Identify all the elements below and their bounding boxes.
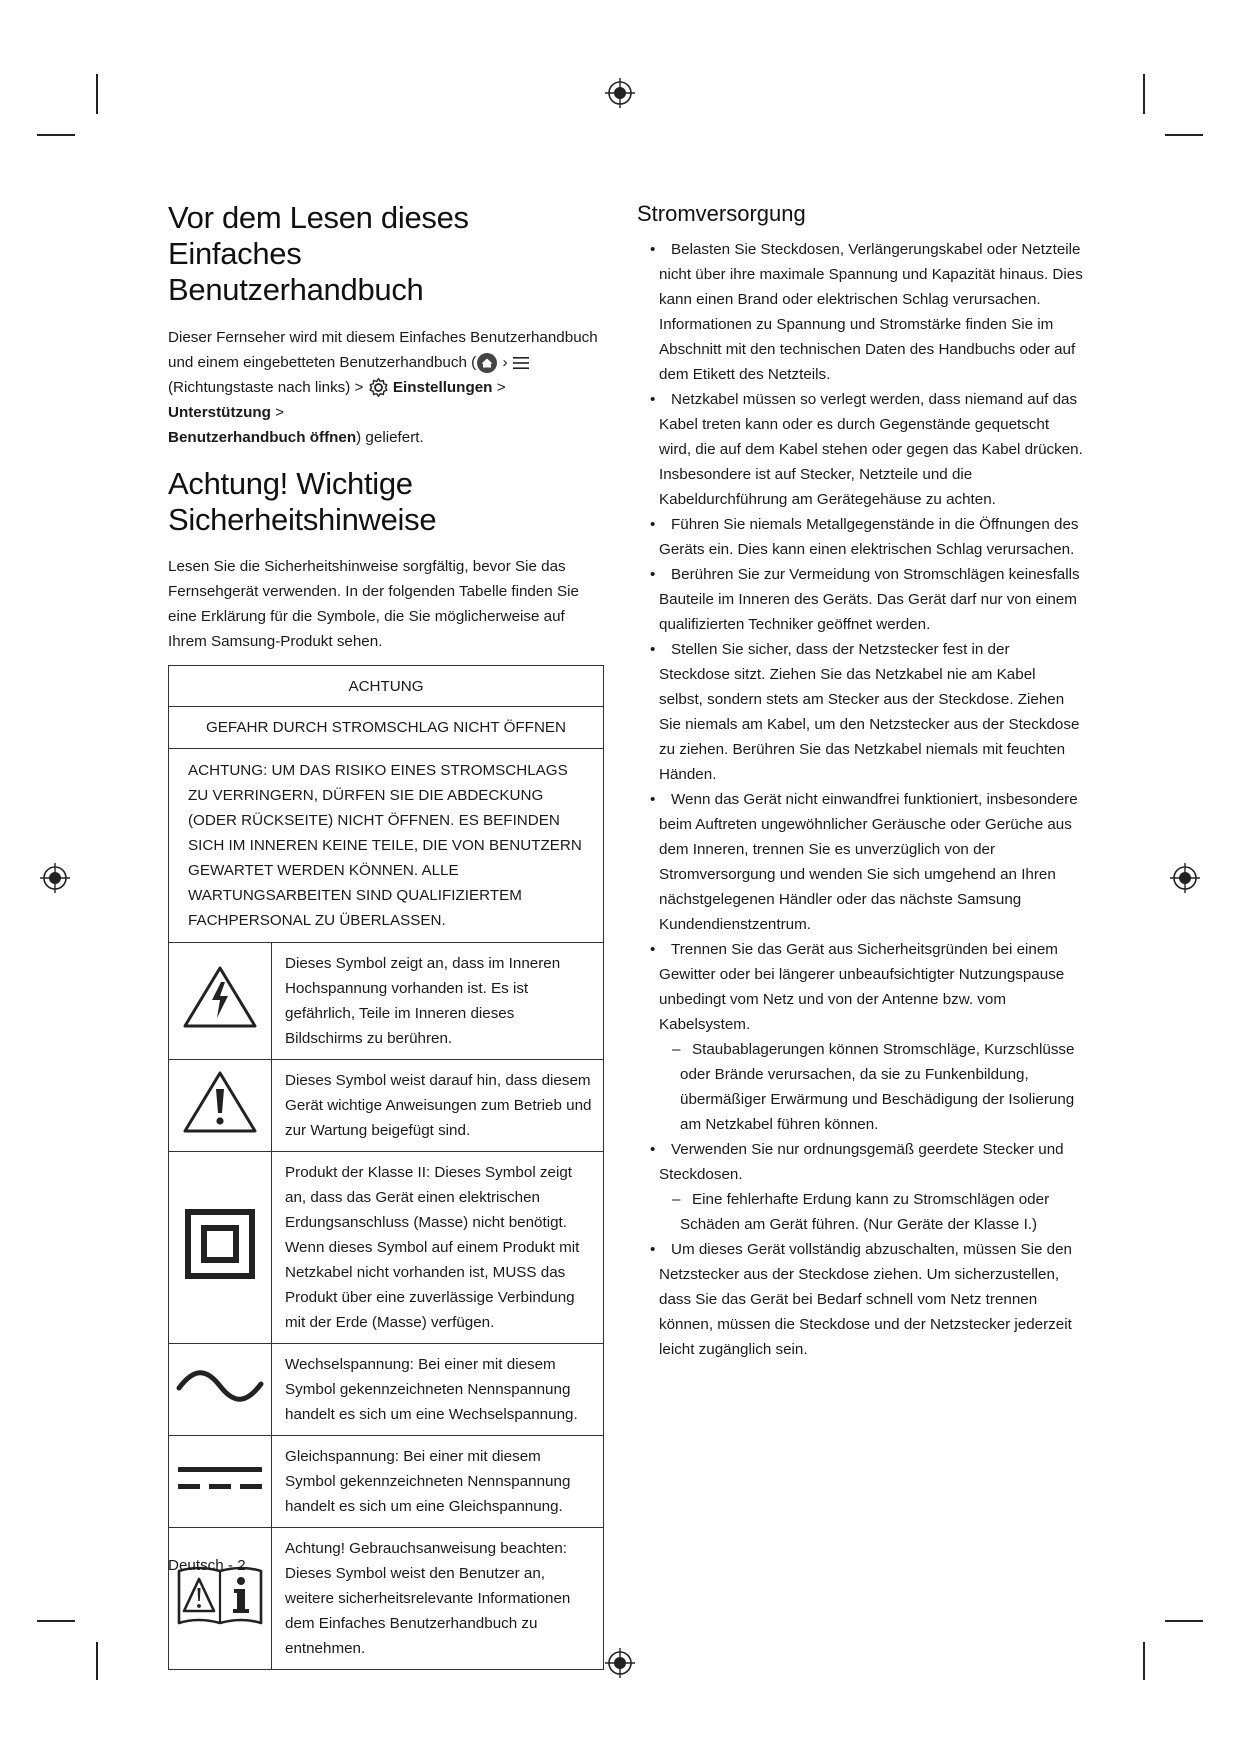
- gear-icon: [368, 377, 389, 398]
- chevron-right-icon: ›: [502, 354, 508, 371]
- list-item: • Wenn das Gerät nicht einwandfrei funktioniert, insbesondere beim Auftreten ungewöhnlicher Geräusche oder Gerüche aus dem Inneren, trennen Sie es unverzüglich von der Stromversorgung und wenden Sie sich umgehend an Ihren nächstgelegenen Händler oder das nächste Samsung Kundendienstzentrum.: [650, 791, 1078, 933]
- high-voltage-icon: [182, 964, 258, 1030]
- symbol-description: Wechselspannung: Bei einer mit diesem Symbol gekennzeichneten Nennspannung handelt es sich um eine Wechselspannung.: [272, 1344, 604, 1436]
- safety-title: Achtung! Wichtige Sicherheitshinweise: [168, 466, 437, 537]
- list-item: • Führen Sie niemals Metallgegenstände in die Öffnungen des Geräts ein. Dies kann einen elektrischen Schlag verursachen.: [650, 516, 1079, 558]
- list-item: • Belasten Sie Steckdosen, Verlängerungskabel oder Netzteile nicht über ihre maximale Spannung und Kapazität hinaus. Dies kann einen Brand oder elektrischen Schlag verursachen. Informationen zu Spannung und Stromstärke finden Sie im Abschnitt mit den technischen Daten des Handbuchs oder auf dem Etikett des Netzteils.: [650, 241, 1083, 383]
- crop-mark: [1143, 1642, 1145, 1680]
- table-row: [169, 1152, 604, 1344]
- left-column: [168, 200, 604, 1670]
- table-warning-text: ACHTUNG: UM DAS RISIKO EINES STROMSCHLAGS ZU VERRINGERN, DÜRFEN SIE DIE ABDECKUNG (ODER RÜCKSEITE) NICHT ÖFFNEN. ES BEFINDEN SICH IM INNEREN KEINE TEILE, DIE VON BENUTZERN GEWARTET WERDEN KÖNNEN. ALLE WARTUNGSARBEITEN SIND QUALIFIZIERTEM FACHPERSONAL ZU ÜBERLASSEN.: [169, 749, 604, 943]
- sub-item: – Eine fehlerhafte Erdung kann zu Stromschlägen oder Schäden am Gerät führen. (Nur Geräte der Klasse I.): [672, 1191, 1050, 1233]
- crop-mark: [96, 1642, 98, 1680]
- section-title: Stromversorgung: [637, 201, 806, 226]
- table-row: [169, 1528, 604, 1670]
- intro-paragraph: Dieser Fernseher wird mit diesem Einfaches Benutzerhandbuch und einem eingebetteten Benutzerhandbuch ( › (Richtungstaste nach links) > Einstellungen > Unterstützung > Benutzerhandbuch öffnen) geliefert.: [168, 329, 598, 446]
- home-icon: [476, 352, 498, 374]
- list-item: • Netzkabel müssen so verlegt werden, dass niemand auf das Kabel treten kann oder es durch Gegenstände gequetscht wird, die auf dem Kabel stehen oder gegen das Kabel drücken. Insbesondere ist auf Stecker, Netzteile und die Kabeldurchführung am Gerätegehäuse zu achten.: [650, 391, 1083, 508]
- registration-mark-icon: [605, 78, 635, 108]
- crop-mark: [1165, 134, 1203, 136]
- class-ii-icon: [185, 1209, 255, 1279]
- table-row: [169, 1060, 604, 1152]
- page-title: Vor dem Lesen dieses Einfaches Benutzerhandbuch: [168, 200, 469, 307]
- exclamation-triangle-icon: [182, 1069, 258, 1135]
- table-row: [169, 1344, 604, 1436]
- safety-symbol-table: [168, 665, 604, 1670]
- list-item: • Trennen Sie das Gerät aus Sicherheitsgründen bei einem Gewitter oder bei längerer unbeaufsichtigter Nutzungspause unbedingt vom Netz und von der Antenne bzw. vom Kabelsystem. – Staubablagerungen können Stromschläge, Kurzschlüsse oder Brände verursachen, da sie zu Funkenbildung, übermäßiger Erwärmung und Beschädigung der Isolierung am Netzkabel führen können.: [637, 937, 1083, 1137]
- symbol-description: Dieses Symbol zeigt an, dass im Inneren Hochspannung vorhanden ist. Es ist gefährlich, Teile im Inneren dieses Bildschirms zu berühren.: [272, 943, 604, 1060]
- menu-icon: [512, 356, 530, 370]
- symbol-description: Achtung! Gebrauchsanweisung beachten: Dieses Symbol weist den Benutzer an, weitere sicherheitsrelevante Informationen dem Einfaches Benutzerhandbuch zu entnehmen.: [272, 1528, 604, 1670]
- crop-mark: [37, 1620, 75, 1622]
- table-row: [169, 943, 604, 1060]
- page-footer: Deutsch - 2: [168, 1557, 246, 1574]
- crop-mark: [96, 74, 98, 114]
- ac-voltage-icon: [176, 1366, 264, 1406]
- list-item: • Um dieses Gerät vollständig abzuschalten, müssen Sie den Netzstecker aus der Steckdose ziehen. Um sicherzustellen, dass Sie das Gerät bei Bedarf schnell vom Netz trennen können, müssen die Steckdose und der Netzstecker jederzeit leicht zugänglich sein.: [650, 1241, 1072, 1358]
- safety-intro: Lesen Sie die Sicherheitshinweise sorgfältig, bevor Sie das Fernsehgerät verwenden. In der folgenden Tabelle finden Sie eine Erklärung für die Symbole, die Sie möglicherweise auf Ihrem Samsung-Produkt sehen.: [168, 558, 579, 650]
- power-supply-list: [637, 237, 1083, 1362]
- crop-mark: [1165, 1620, 1203, 1622]
- symbol-description: Gleichspannung: Bei einer mit diesem Symbol gekennzeichneten Nennspannung handelt es sich um eine Gleichspannung.: [272, 1436, 604, 1528]
- dc-voltage-icon: [176, 1461, 264, 1495]
- list-item: • Stellen Sie sicher, dass der Netzstecker fest in der Steckdose sitzt. Ziehen Sie das Netzkabel nie am Kabel selbst, sondern stets am Stecker aus der Steckdose. Ziehen Sie niemals am Kabel, um den Netzstecker aus der Steckdose zu ziehen. Berühren Sie das Netzkabel niemals mit feuchten Händen.: [650, 641, 1080, 783]
- sub-item: – Staubablagerungen können Stromschläge, Kurzschlüsse oder Brände verursachen, da sie zu Funkenbildung, übermäßiger Erwärmung und Beschädigung der Isolierung am Netzkabel führen können.: [672, 1041, 1075, 1133]
- right-column: [637, 200, 1083, 1362]
- list-item: • Verwenden Sie nur ordnungsgemäß geerdete Stecker und Steckdosen. – Eine fehlerhafte Erdung kann zu Stromschlägen oder Schäden am Gerät führen. (Nur Geräte der Klasse I.): [637, 1137, 1083, 1237]
- symbol-description: Produkt der Klasse II: Dieses Symbol zeigt an, dass das Gerät einen elektrischen Erdungsanschluss (Masse) nicht benötigt. Wenn dieses Symbol auf einem Produkt mit Netzkabel nicht vorhanden ist, MUSS das Produkt über eine zuverlässige Verbindung mit der Erde (Masse) verfügen.: [272, 1152, 604, 1344]
- list-item: • Berühren Sie zur Vermeidung von Stromschlägen keinesfalls Bauteile im Inneren des Geräts. Das Gerät darf nur von einem qualifizierten Techniker geöffnet werden.: [650, 566, 1080, 633]
- symbol-description: Dieses Symbol weist darauf hin, dass diesem Gerät wichtige Anweisungen zum Betrieb und zur Wartung beigefügt sind.: [272, 1060, 604, 1152]
- crop-mark: [37, 134, 75, 136]
- registration-mark-icon: [605, 1648, 635, 1678]
- table-header-caution: ACHTUNG: [169, 666, 604, 707]
- registration-mark-icon: [1170, 863, 1200, 893]
- registration-mark-icon: [40, 863, 70, 893]
- crop-mark: [1143, 74, 1145, 114]
- table-header-shock: GEFAHR DURCH STROMSCHLAG NICHT ÖFFNEN: [169, 707, 604, 749]
- table-row: [169, 1436, 604, 1528]
